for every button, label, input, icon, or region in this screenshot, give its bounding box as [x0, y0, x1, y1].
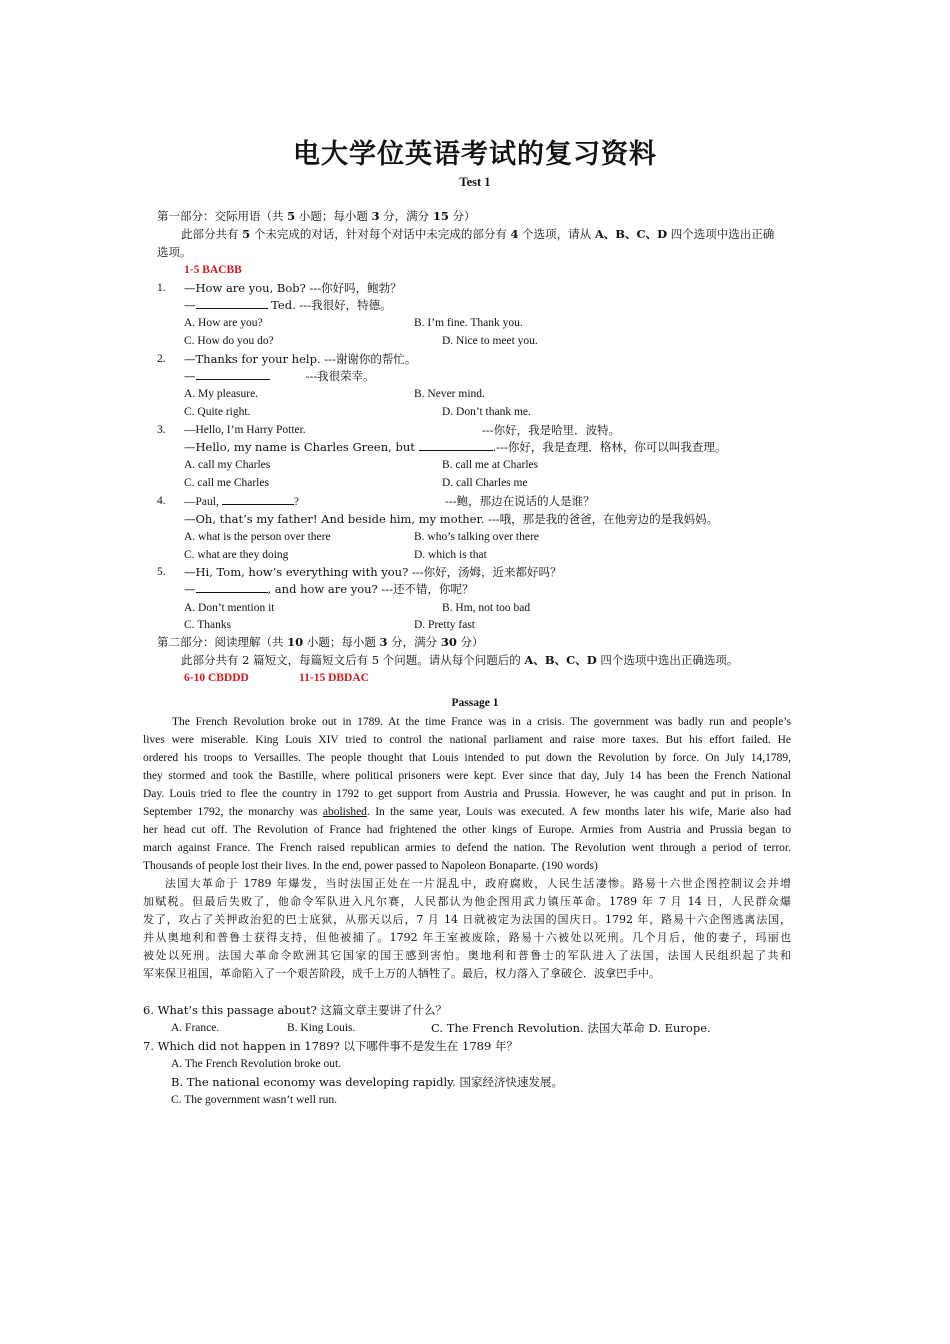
part2-heading-points: 3 — [379, 635, 388, 649]
passage-cn-line: 发了，攻占了关押政治犯的巴士底狱，从那天以后，7 月 14 日就被定为法国的国庆日。1792 年，路易十六企图逃离法国， — [143, 913, 791, 926]
q2-option-a: A. My pleasure. — [184, 388, 259, 400]
part1-heading — [157, 208, 475, 224]
instr-text: 此部分共有 2 篇短文，每篇短文后有 5 个问题。请从每个问题后的 — [181, 653, 525, 667]
passage-line: march against France. The French raised republican armies to defend the nation. The Revolution went through a period of terror. — [143, 842, 791, 854]
q2-line1: —Thanks for your help. ---谢谢你的帮忙。 — [184, 352, 417, 366]
q3-option-b: B. call me at Charles — [442, 459, 539, 471]
instr-text: 个未完成的对话，针对每个对话中未完成的部分有 — [250, 227, 511, 241]
q2-option-c: C. Quite right. — [184, 406, 251, 418]
q4-option-c: C. what are they doing — [184, 549, 289, 561]
passage-line: ordered his troops to Versailles. The people thought that Louis intended to put down the Revolution by force. On July 14,1789, — [143, 752, 791, 764]
q5-line1: —Hi, Tom, how’s everything with you? ---你好，汤姆，近来都好吗？ — [184, 565, 562, 579]
q1-line1: —How are you, Bob? ---你好吗，鲍勃？ — [184, 281, 402, 295]
passage-line: her head cut off. The Revolution of France had frightened the other kings of Europe. Armies from Austria and Prussia began to — [143, 824, 791, 836]
q1-option-c: C. How do you do? — [184, 335, 274, 347]
q2-line2 — [184, 368, 375, 384]
passage-cn-line: 并从奥地利和普鲁士获得支持，但他被捕了。1792 年王室被废除，路易十六被处以死刑。几个月后，他的妻子，玛丽也 — [143, 931, 791, 944]
q4-number: 4. — [157, 495, 166, 507]
test-subtitle: Test 1 — [459, 175, 491, 189]
instr-count: 5 — [242, 227, 251, 241]
instr-text: 四个选项中选出正确选项。 — [596, 653, 739, 667]
q4-blank — [222, 493, 294, 505]
part2-instructions — [181, 652, 738, 668]
part2-heading-total: 30 — [440, 635, 457, 649]
part2-answer-key-2: 11-15 DBDAC — [299, 672, 369, 684]
page-title: 电大学位英语考试的复习资料 — [293, 139, 657, 170]
q2-line2-text: ---我很荣幸。 — [305, 369, 375, 383]
q6-option-c-d: C. The French Revolution. 法国大革命 D. Europe. — [431, 1021, 711, 1035]
passage-line: The French Revolution broke out in 1789. At the time France was in a crisis. The government was badly run and people’s — [172, 716, 791, 728]
q6-option-a: A. France. — [171, 1022, 220, 1034]
q7-option-a: A. The French Revolution broke out. — [171, 1058, 342, 1070]
q1-option-b: B. I’m fine. Thank you. — [414, 317, 523, 329]
q1-dash: — — [184, 298, 196, 312]
q2-number: 2. — [157, 353, 166, 365]
part2-heading-text: 小题；每小题 — [303, 635, 380, 649]
q1-line2 — [184, 297, 392, 313]
part1-heading-text: 分） — [448, 209, 476, 223]
underlined-word: abolished — [322, 806, 367, 818]
q3-line1: —Hello, I’m Harry Potter. — [184, 424, 306, 436]
q7-stem: 7. Which did not happen in 1789? 以下哪件事不是发生在 1789 年？ — [143, 1039, 518, 1053]
q7-option-c: C. The government wasn’t well run. — [171, 1094, 337, 1106]
passage-line: lives were miserable. King Louis XIV tried to control the national parliament and raise more taxes. But his effort failed. He — [143, 734, 791, 746]
q5-blank — [196, 581, 268, 593]
q5-line2-text: , and how are you? ---还不错，你呢？ — [267, 582, 474, 596]
q6-stem: 6. What’s this passage about? 这篇文章主要讲了什么？ — [143, 1003, 447, 1017]
passage-cn-line: 被处以死刑。法国大革命令欧洲其它国家的国王感到害怕。奥地利和普鲁士的军队进入了法国，法国人民组织起了共和 — [143, 949, 791, 962]
passage-text: September 1792, the monarchy was — [143, 806, 323, 818]
passage-english — [143, 713, 791, 875]
instr-count: 4 — [510, 227, 519, 241]
q5-option-b: B. Hm, not too bad — [442, 602, 531, 614]
q3-option-a: A. call my Charles — [184, 459, 271, 471]
part1-answer-key: 1-5 BACBB — [184, 264, 242, 276]
part2-answer-key-1: 6-10 CBDDD — [184, 672, 249, 684]
q2-option-d: D. Don’t thank me. — [442, 406, 531, 418]
q4-line1-text: —Paul, — [184, 496, 222, 508]
part2-heading-text: 分） — [456, 635, 484, 649]
q3-line2 — [184, 439, 726, 455]
part1-heading-text: 小题；每小题 — [295, 209, 372, 223]
q2-option-b: B. Never mind. — [414, 388, 485, 400]
q1-option-d: D. Nice to meet you. — [442, 335, 538, 347]
q4-option-a: A. what is the person over there — [184, 531, 331, 543]
q1-line2-text: Ted. ---我很好，特德。 — [267, 298, 392, 312]
part2-heading — [157, 634, 483, 650]
passage-line: Thousands of people lost their lives. In the end, power passed to Napoleon Bonaparte. (190 words) — [143, 860, 598, 872]
part2-heading-count: 10 — [287, 635, 304, 649]
q1-option-a: A. How are you? — [184, 317, 263, 329]
q5-dash: — — [184, 582, 196, 596]
part1-heading-total: 15 — [432, 209, 449, 223]
q1-number: 1. — [157, 282, 166, 294]
instr-options: A、B、C、D — [594, 227, 668, 241]
passage-cn-line: 法国大革命于 1789 年爆发，当时法国正处在一片混乱中，政府腐败，人民生活凄惨。路易十六世企图控制议会并增 — [165, 877, 791, 890]
passage-line: they stormed and took the Bastille, where political prisoners were kept. Ever since that day, July 14 has been the French National — [143, 770, 791, 782]
q3-blank — [419, 439, 493, 451]
passage-cn-line: 军来保卫祖国，革命陷入了一个艰苦阶段，成千上万的人牺牲了。最后，权力落入了拿破仑．波拿巴手中。 — [143, 967, 660, 980]
instr-text: 个选项，请从 — [518, 227, 595, 241]
passage-text: . In the same year, Louis was executed. A few months later his wife, Marie also had — [366, 806, 791, 818]
part1-heading-points: 3 — [371, 209, 380, 223]
part1-heading-text: 分，满分 — [379, 209, 433, 223]
q4-line1-translation: ---鲍，那边在说话的人是谁？ — [445, 494, 595, 508]
q1-blank — [196, 297, 268, 309]
q6-option-b: B. King Louis. — [287, 1022, 356, 1034]
q4-line1 — [184, 493, 299, 510]
q5-option-c: C. Thanks — [184, 619, 232, 631]
q3-line2-translation: .---你好，我是查理．格林，你可以叫我查理。 — [492, 440, 727, 454]
instr-text: 此部分共有 — [181, 227, 243, 241]
q5-number: 5. — [157, 566, 166, 578]
q3-number: 3. — [157, 424, 166, 436]
q4-qmark: ? — [293, 496, 299, 508]
passage-line-underline — [143, 803, 791, 821]
q3-line1-translation: ---你好，我是哈里．波特。 — [482, 423, 621, 437]
part1-instructions — [181, 226, 774, 242]
q4-option-b: B. who’s talking over there — [414, 531, 539, 543]
part1-heading-text: 第一部分：交际用语（共 — [157, 209, 288, 223]
passage-cn-line: 加赋税。但最后失败了，他命令军队进入凡尔赛，人民都认为他企图用武力镇压革命。1789 年 7 月 14 日，人民群众爆 — [143, 895, 791, 908]
instr-text: 四个选项中选出正确 — [667, 227, 775, 241]
q4-line2: —Oh, that’s my father! And beside him, my mother. ---哦，那是我的爸爸，在他旁边的是我妈妈。 — [184, 512, 719, 526]
part1-instructions-cont: 选项。 — [157, 245, 192, 259]
q3-option-c: C. call me Charles — [184, 477, 269, 489]
q7-option-b: B. The national economy was developing rapidly. 国家经济快速发展。 — [171, 1075, 563, 1089]
part1-heading-count: 5 — [287, 209, 296, 223]
q4-option-d: D. which is that — [414, 549, 487, 561]
part2-heading-text: 第二部分：阅读理解（共 — [157, 635, 288, 649]
q3-line2-text: —Hello, my name is Charles Green, but — [184, 440, 419, 454]
q5-line2 — [184, 581, 474, 597]
instr-options: A、B、C、D — [524, 653, 597, 667]
q2-dash: — — [184, 369, 196, 383]
part2-heading-text: 分，满分 — [387, 635, 441, 649]
q2-blank — [196, 368, 270, 380]
passage-title: Passage 1 — [451, 697, 499, 709]
q5-option-d: D. Pretty fast — [414, 619, 476, 631]
passage-chinese — [143, 875, 791, 983]
passage-line: Day. Louis tried to flee the country in 1792 to get support from Austria and Prussia. However, he was caught and put in prison. In — [143, 788, 791, 800]
q3-option-d: D. call Charles me — [442, 477, 528, 489]
q5-option-a: A. Don’t mention it — [184, 602, 275, 614]
